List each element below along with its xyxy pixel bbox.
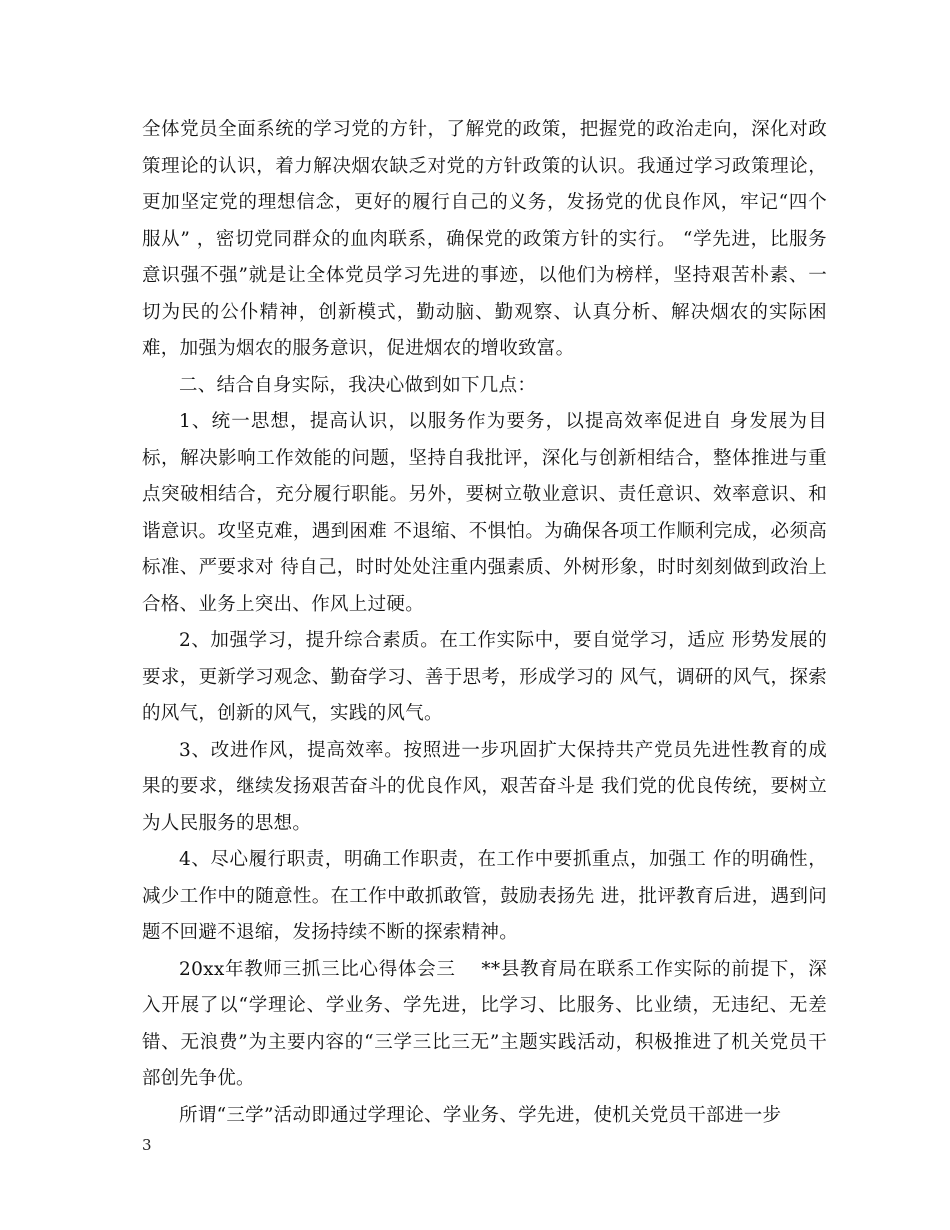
paragraph-8: 所谓“三学”活动即通过学理论、学业务、学先进，使机关党员干部进一步 — [179, 1104, 782, 1126]
paragraph-6-item-4: 4、尽心履行职责，明确工作职责，在工作中要抓重点，加强工 作的明确性，减少工作中的随意性。在工作中敢抓敢管，鼓励表扬先 进，批评教育后进，遇到问题不回避不退缩，发扬持续不断的探索精神。 — [142, 849, 827, 943]
paragraph-1: 全体党员全面系统的学习党的方针，了解党的政策，把握党的政治走向，深化对政策理论的认识，着力解决烟农缺乏对党的方针政策的认识。我通过学习政策理论，更加坚定党的理想信念，更好的履行自己的义务，发扬党的优良作风，牢记“四个服从” ，密切党同群众的血肉联系，确保党的政策方针的实行。 “学先进，比服务意识强不强”就是让全体党员学习先进的事迹，以他们为榜样，坚持艰苦朴素、一切为民的公仆精神，创新模式，勤动脑、勤观察、认真分析、解决烟农的实际困难，加强为烟农的服务意识，促进烟农的增收致富。 — [142, 119, 827, 359]
paragraph-3-item-1: 1、统一思想，提高认识，以服务作为要务，以提高效率促进自 身发展为目标，解决影响工作效能的问题，坚持自我批评，深化与创新相结合，整体推进与重点突破相结合，充分履行职能。另外，要树立敬业意识、责任意识、效率意识、和谐意识。攻坚克难，遇到困难 不退缩、不惧怕。为确保各项工作顺利完成，必须高标准、严要求对 待自己，时时处处注重内强素质、外树形象，时时刻刻做到政治上合格、业务上突出、作风上过硬。 — [142, 411, 827, 615]
document-body — [142, 112, 827, 1134]
paragraph-7: 20xx年教师三抓三比心得体会三 **县教育局在联系工作实际的前提下，深入开展了以“学理论、学业务、学先进，比学习、比服务、比业绩，无违纪、无差错、无浪费”为主要内容的“三学三比三无”主题实践活动，积极推进了机关党员干部创先争优。 — [142, 958, 827, 1089]
paragraph-2-heading: 二、结合自身实际，我决心做到如下几点： — [179, 374, 537, 396]
paragraph-4-item-2: 2、加强学习，提升综合素质。在工作实际中，要自觉学习，适应 形势发展的要求，更新学习观念、勤奋学习、善于思考，形成学习的 风气，调研的风气，探索的风气，创新的风气，实践的风气。 — [142, 630, 827, 724]
page-number: 3 — [142, 1136, 152, 1154]
paragraph-5-item-3: 3、改进作风，提高效率。按照进一步巩固扩大保持共产党员先进性教育的成果的要求，继续发扬艰苦奋斗的优良作风，艰苦奋斗是 我们党的优良传统，要树立为人民服务的思想。 — [142, 739, 827, 834]
